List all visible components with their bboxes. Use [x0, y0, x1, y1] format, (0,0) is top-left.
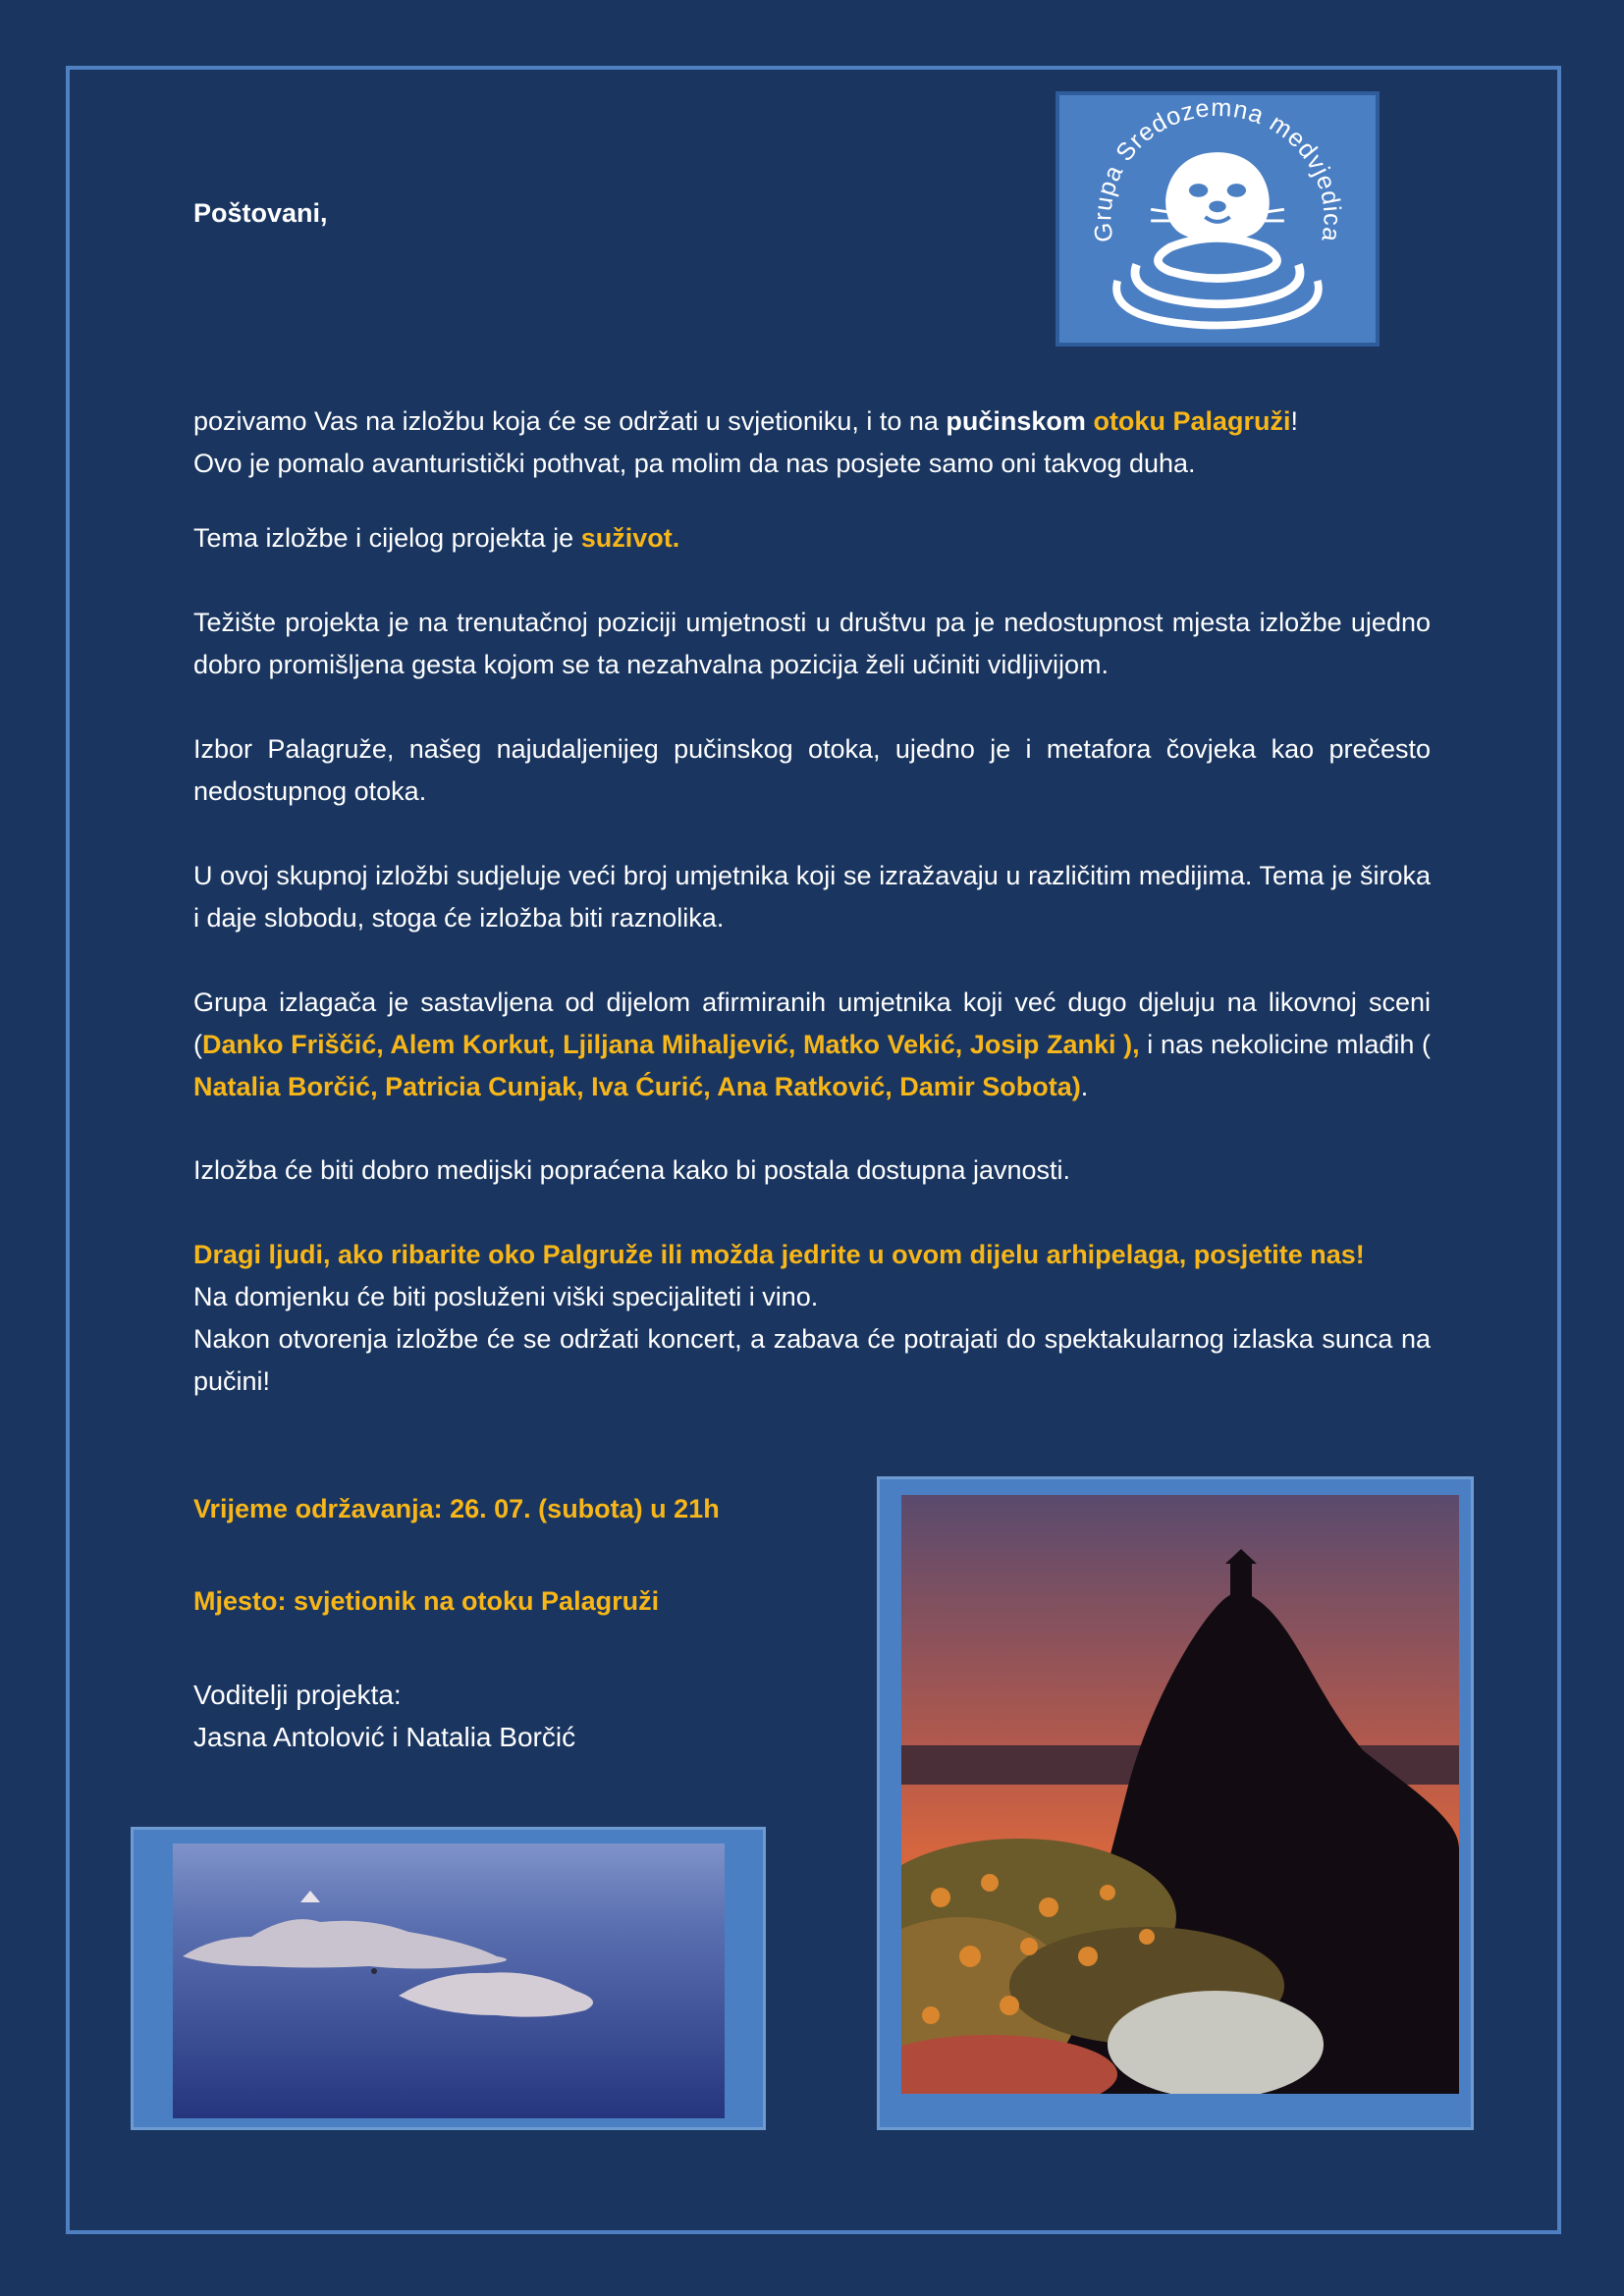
paragraph-media: Izložba će biti dobro medijski popraćena kako bi postala dostupna javnosti.: [193, 1155, 1071, 1185]
event-place: Mjesto: svjetionik na otoku Palagruži: [193, 1586, 660, 1616]
leaders-names: Jasna Antolović i Natalia Borčić: [193, 1722, 576, 1752]
photo-lighthouse: [901, 1495, 1459, 2094]
paragraph-focus: Težište projekta je na trenutačnoj poziciji umjetnosti u društvu pa je nedostupnost mjesta izložbe ujedno dobro promišljena gesta kojom se ta nezahvalna pozicija želi učiniti vidljivijom.: [193, 608, 1431, 679]
event-time: Vrijeme održavanja: 26. 07. (subota) u 21h: [193, 1494, 720, 1523]
salutation: Poštovani,: [193, 198, 328, 228]
paragraph-theme: Tema izložbe i cijelog projekta je suživot.: [193, 523, 680, 553]
paragraph-invite-sailors: Dragi ljudi, ako ribarite oko Palgruže ili možda jedrite u ovom dijelu arhipelaga, posjetite nas! Na domjenku će biti posluženi viški specijaliteti i vino. Nakon otvorenja izložbe će se održati koncert, a zabava će potrajati do spektakularnog izlaska sunca na pučini!: [193, 1234, 1431, 1403]
theme-highlight: suživot.: [580, 523, 680, 553]
paragraph-palagruza: Izbor Palagruže, našeg najudaljenijeg pučinskog otoka, ujedno je i metafora čovjeka kao prečesto nedostupnog otoka.: [193, 734, 1431, 806]
paragraph-artists: Grupa izlagača je sastavljena od dijelom afirmiranih umjetnika koji već dugo djeluju na likovnoj sceni (Danko Friščić, Alem Korkut, Ljiljana Mihaljević, Matko Vekić, Josip Zanki ), i nas nekolicine mlađih ( Natalia Borčić, Patricia Cunjak, Iva Ćurić, Ana Ratković, Damir Sobota).: [193, 988, 1431, 1101]
paragraph-exhibition: U ovoj skupnoj izložbi sudjeluje veći broj umjetnika koji se izražavaju u različitim medijima. Tema je široka i daje slobodu, stoga će izložba biti raznolika.: [193, 861, 1431, 933]
photo-island: [173, 1843, 725, 2118]
sailors-highlight: Dragi ljudi, ako ribarite oko Palgruže ili možda jedrite u ovom dijelu arhipelaga, posjetite nas!: [193, 1240, 1365, 1269]
invite-text: pozivamo Vas na izložbu koja će se održati u svjetioniku, i to na: [193, 406, 947, 436]
artists-established: Danko Friščić, Alem Korkut, Ljiljana Mihaljević, Matko Vekić, Josip Zanki ),: [202, 1030, 1140, 1059]
artists-young: Natalia Borčić, Patricia Cunjak, Iva Ćurić, Ana Ratković, Damir Sobota): [193, 1072, 1081, 1101]
paragraph-invitation: pozivamo Vas na izložbu koja će se održati u svjetioniku, i to na pučinskom otoku Palagruži! Ovo je pomalo avanturistički pothvat, pa molim da nas posjete samo oni takvog duha.: [193, 400, 1431, 485]
photo-lighthouse-frame: [877, 1476, 1474, 2130]
leaders-label: Voditelji projekta:: [193, 1680, 402, 1710]
invite-bold: pučinskom: [946, 406, 1086, 436]
logo-text: Grupa Sredozemna medvjedica: [1089, 95, 1346, 244]
invite-highlight: otoku Palagruži: [1093, 406, 1291, 436]
photo-island-frame: [131, 1827, 766, 2130]
invite-note: Ovo je pomalo avanturistički pothvat, pa molim da nas posjete samo oni takvog duha.: [193, 449, 1196, 478]
project-leaders: [193, 1674, 881, 1758]
